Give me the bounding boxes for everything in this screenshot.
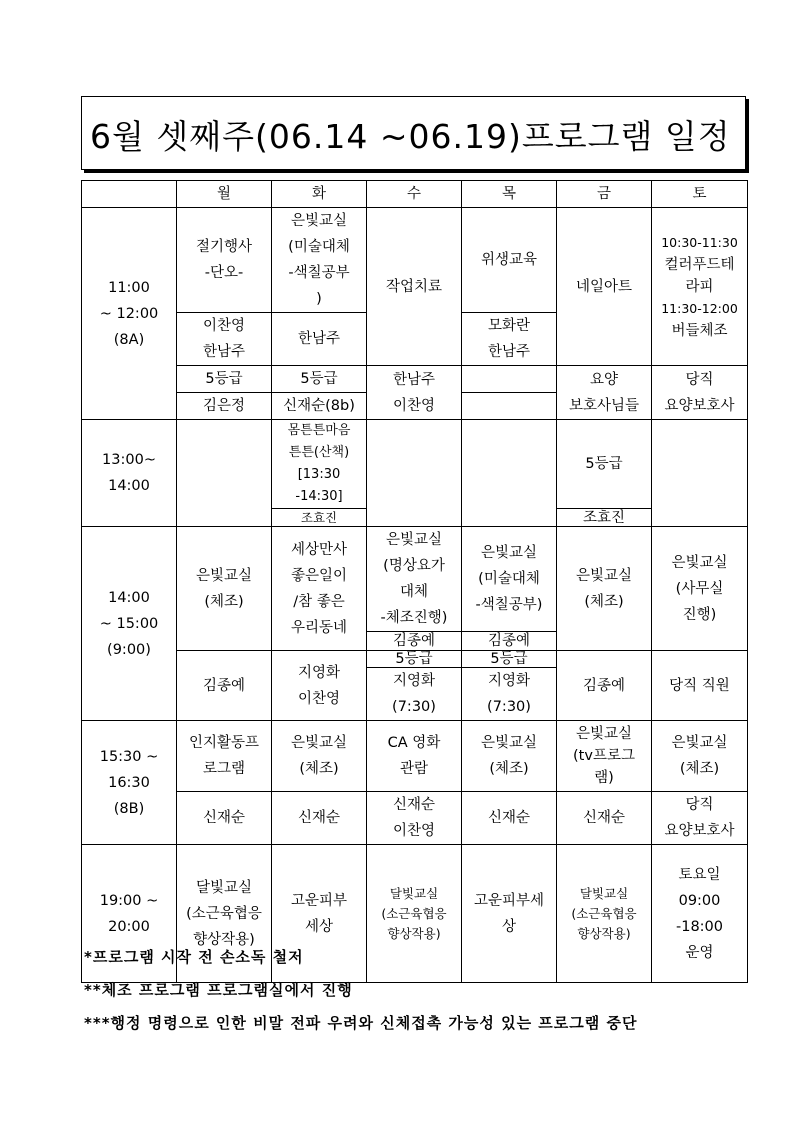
block2-wed-empty <box>367 420 462 527</box>
block3-thu-program: 은빛교실 (미술대체 -색칠공부) <box>462 527 557 632</box>
block1-thu-program: 위생교육 <box>462 208 557 313</box>
block1-sat-time2: 11:30-12:00 <box>661 300 738 316</box>
block1-tue-staff: 한남주 <box>272 313 367 366</box>
block1-fri-program: 네일아트 <box>557 208 652 366</box>
block3-thu-staff2: 지영화 (7:30) <box>462 668 557 721</box>
block1-time: 11:00 ~ 12:00 (8A) <box>82 208 177 420</box>
block1-row-a <box>82 208 748 313</box>
block3-mon-staff2: 김종예 <box>177 651 272 721</box>
block3-tue-program: 세상만사 좋은일이 /참 좋은 우리동네 <box>272 527 367 651</box>
header-day-fri: 금 <box>557 181 652 208</box>
block1-mon-grade: 5등급 <box>177 366 272 393</box>
block3-mon-program: 은빛교실 (체조) <box>177 527 272 651</box>
block1-thu-staff: 모화란 한남주 <box>462 313 557 366</box>
block1-sat-prog1: 컬러푸드테 라피 <box>664 256 735 295</box>
block4-thu-staff: 신재순 <box>462 792 557 845</box>
block4-thu-program: 은빛교실 (체조) <box>462 721 557 792</box>
header-row <box>82 181 748 208</box>
block1-thu-empty <box>462 366 557 393</box>
block5-mon-text: 달빛교실 (소근육협응 향상작용) <box>186 879 262 948</box>
block1-wed-staff: 한남주 이찬영 <box>367 366 462 420</box>
block1-fri-staff: 요양 보호사님들 <box>557 366 652 420</box>
block4-mon-program: 인지활동프 로그램 <box>177 721 272 792</box>
block3-sat-program: 은빛교실 (사무실 진행) <box>652 527 748 651</box>
block4-wed-staff: 신재순 이찬영 <box>367 792 462 845</box>
page-title: 6월 셋째주(06.14 ~06.19)프로그램 일정 <box>90 117 731 156</box>
block3-wed-staff2: 지영화 (7:30) <box>367 668 462 721</box>
block5-sat-program: 토요일 09:00 -18:00 운영 <box>652 845 748 983</box>
block3-wed-staff: 김종예 <box>367 632 462 651</box>
block5-wed-program: 달빛교실 (소근육협응 향상작용) <box>367 845 462 983</box>
header-day-mon: 월 <box>177 181 272 208</box>
block4-row-a <box>82 721 748 792</box>
block4-mon-staff: 신재순 <box>177 792 272 845</box>
block4-row-b <box>82 792 748 845</box>
header-day-sat: 토 <box>652 181 748 208</box>
block1-mon-program: 절기행사 -단오- <box>177 208 272 313</box>
block3-row-c <box>82 651 748 668</box>
block1-sat-staff: 당직 요양보호사 <box>652 366 748 420</box>
block1-tue-staff2: 신재순(8b) <box>272 393 367 420</box>
block5-tue-program: 고운피부 세상 <box>272 845 367 983</box>
notes-section <box>84 944 637 1043</box>
block2-mon-empty <box>177 420 272 527</box>
header-day-tue: 화 <box>272 181 367 208</box>
block3-fri-staff2: 김종예 <box>557 651 652 721</box>
title-box <box>81 96 746 170</box>
block1-mon-staff2: 김은정 <box>177 393 272 420</box>
block3-thu-staff: 김종예 <box>462 632 557 651</box>
block1-sat-time1: 10:30-11:30 <box>661 234 738 250</box>
block1-row-c <box>82 366 748 393</box>
block4-sat-staff: 당직 요양보호사 <box>652 792 748 845</box>
header-corner <box>82 181 177 208</box>
block3-thu-grade: 5등급 <box>462 651 557 668</box>
block2-tue-staff: 조효진 <box>272 509 367 527</box>
note-3: ***행정 명령으로 인한 비말 전파 우려와 신체접촉 가능성 있는 프로그램 중단 <box>84 1014 638 1032</box>
block2-tue-program: 몸튼튼마음 튼튼(산책) [13:30 -14:30] <box>272 420 367 509</box>
block5-time: 19:00 ~ 20:00 <box>82 845 177 983</box>
note-1: *프로그램 시작 전 손소독 철저 <box>84 948 304 966</box>
block1-tue-program: 은빛교실 (미술대체 -색칠공부 ) <box>272 208 367 313</box>
note-2: **체조 프로그램 프로그램실에서 진행 <box>84 981 353 999</box>
block1-wed-program: 작업치료 <box>367 208 462 366</box>
block2-fri-grade: 5등급 <box>557 420 652 509</box>
header-day-wed: 수 <box>367 181 462 208</box>
block4-time: 15:30 ~ 16:30 (8B) <box>82 721 177 845</box>
block4-fri-program: 은빛교실 (tv프로그 램) <box>557 721 652 792</box>
block2-sat-empty <box>652 420 748 527</box>
block1-tue-grade: 5등급 <box>272 366 367 393</box>
block3-time: 14:00 ~ 15:00 (9:00) <box>82 527 177 721</box>
block5-fri-program: 달빛교실 (소근육협응 향상작용) <box>557 845 652 983</box>
block4-tue-staff: 신재순 <box>272 792 367 845</box>
block4-wed-program: CA 영화 관람 <box>367 721 462 792</box>
block3-wed-program: 은빛교실 (명상요가 대체 -체조진행) <box>367 527 462 632</box>
header-day-thu: 목 <box>462 181 557 208</box>
block2-time: 13:00~ 14:00 <box>82 420 177 527</box>
block1-mon-staff: 이찬영 한남주 <box>177 313 272 366</box>
block3-fri-program: 은빛교실 (체조) <box>557 527 652 651</box>
block4-sat-program: 은빛교실 (체조) <box>652 721 748 792</box>
block4-tue-program: 은빛교실 (체조) <box>272 721 367 792</box>
block3-row-a <box>82 527 748 632</box>
block1-sat-program <box>652 208 748 366</box>
block3-tue-staff2: 지영화 이찬영 <box>272 651 367 721</box>
block5-thu-program: 고운피부세 상 <box>462 845 557 983</box>
block1-sat-prog2: 버들체조 <box>671 322 728 339</box>
block4-fri-staff: 신재순 <box>557 792 652 845</box>
block1-thu-empty2 <box>462 393 557 420</box>
block2-row-a <box>82 420 748 509</box>
block2-fri-staff: 조효진 <box>557 509 652 527</box>
block2-thu-empty <box>462 420 557 527</box>
block3-sat-staff2: 당직 직원 <box>652 651 748 721</box>
block3-wed-grade: 5등급 <box>367 651 462 668</box>
schedule-table <box>81 180 748 983</box>
